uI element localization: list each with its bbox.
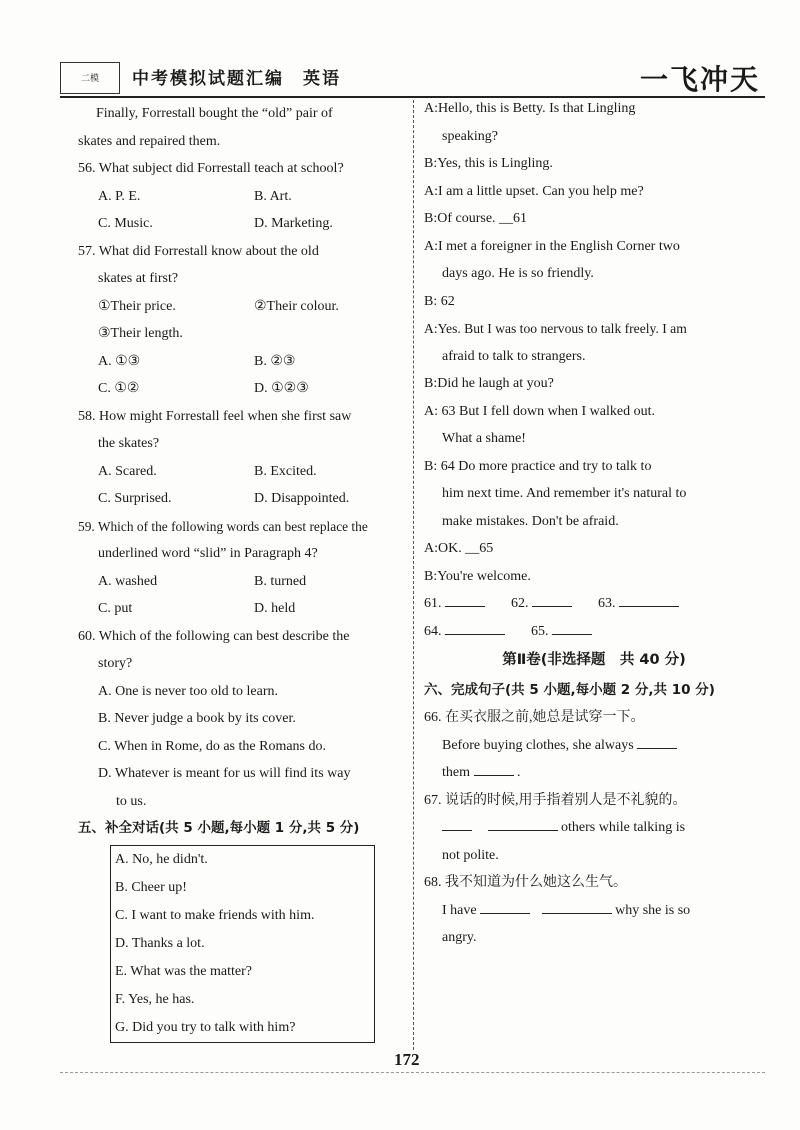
option: A. One is never too old to learn. [98,683,279,699]
option: B. Never judge a book by its cover. [98,711,296,726]
option: C. When in Rome, do as the Romans do. [98,738,326,754]
option-row [78,568,410,596]
option: B. ②③ [254,353,296,369]
question-60 [78,623,410,816]
question-56 [78,155,410,238]
passage-line: skates and repaired them. [78,133,221,149]
box-option: B. Cheer up! [115,879,187,895]
page-number: 172 [394,1050,420,1069]
question-58 [78,403,410,513]
fill-blank[interactable] [542,897,612,914]
sub-option: ②Their colour. [254,298,339,314]
item-68 [424,869,764,952]
dialogue-line: B: 64 Do more practice and try to talk to [424,458,652,474]
answer-blank-62[interactable]: 62. [511,590,572,618]
box-option: C. I want to make friends with him. [115,907,315,923]
box-option: E. What was the matter? [115,963,252,979]
chinese-prompt: 66. 在买衣服之前,她总是试穿一下。 [424,710,645,725]
dialogue-line: speaking? [442,128,498,144]
english-line: Before buying clothes, she always [424,732,764,760]
question-stem: skates at first? [98,271,179,286]
fill-blank[interactable] [480,897,530,914]
option: D. held [254,601,296,616]
option: C. put [98,601,133,616]
english-line: angry. [442,930,477,945]
left-column [78,100,410,1045]
option: D. Marketing. [254,216,333,231]
fill-blank[interactable] [474,759,514,776]
answer-blank-63[interactable]: 63. [598,590,679,618]
part-heading: 第Ⅱ卷(非选择题 共 40 分) [502,652,686,668]
dialogue-line: B:Of course. __61 [424,211,528,226]
dialogue-line: A:I met a foreigner in the English Corner two [424,238,680,254]
answer-blank-64[interactable]: 64. [424,618,505,646]
header-brand: 一飞冲天 [639,63,760,96]
dialogue-option-box [110,845,375,1043]
dialogue-line: afraid to talk to strangers. [442,348,586,364]
sub-option-row [78,293,410,321]
right-column [424,95,764,952]
dialogue-line: What a shame! [442,431,526,446]
english-line: I have why she is so [424,897,764,925]
option: C. Surprised. [98,491,172,506]
option-row [78,485,410,513]
dialogue-line: make mistakes. Don't be afraid. [442,513,619,529]
question-stem: story? [98,656,133,671]
header-title: 中考模拟试题汇编 英语 [132,69,341,89]
question-stem: 60. Which of the following can best describe the [78,628,350,644]
page-header [60,58,760,98]
english-line: not polite. [442,847,499,863]
option-row [78,375,410,403]
box-option: G. Did you try to talk with him? [115,1019,296,1035]
option: B. turned [254,573,307,589]
dialogue-line: A:Yes. But I was too nervous to talk freely. I am [424,321,687,336]
box-option: F. Yes, he has. [115,991,195,1007]
option-row [78,458,410,486]
fill-blank[interactable] [442,814,472,831]
dialogue-line: him next time. And remember it's natural to [442,486,687,501]
option: D. Whatever is meant for us will find its way [98,766,351,781]
option: to us. [116,793,147,809]
sub-option: ③Their length. [98,326,183,341]
option: C. Music. [98,216,153,231]
english-line: others while talking is [424,814,764,842]
sub-option-row [78,320,410,348]
question-stem: 56. What subject did Forrestall teach at school? [78,161,344,176]
chinese-prompt: 68. 我不知道为什么她这么生气。 [424,875,627,890]
sub-option: ①Their price. [98,298,176,314]
question-59 [78,513,410,623]
fill-blank[interactable] [488,814,558,831]
dialogue-line: A:Hello, this is Betty. Is that Lingling [424,101,636,116]
header-logo: 二模 [60,62,120,94]
dialogue-line: B:Did he laugh at you? [424,376,554,391]
english-line: them . [424,759,764,787]
question-57 [78,238,410,403]
question-stem: underlined word “slid” in Paragraph 4? [98,546,318,561]
answer-blank-65[interactable]: 65. [531,618,592,646]
option-row [78,210,410,238]
option: C. ①② [98,381,140,396]
item-66 [424,704,764,787]
question-stem: 59. Which of the following words can best replace the [78,518,368,534]
item-67 [424,787,764,870]
fill-blank[interactable] [637,732,677,749]
option: A. ①③ [98,353,141,369]
option: D. ①②③ [254,381,309,396]
box-option: D. Thanks a lot. [115,935,205,951]
option: A. washed [98,573,158,589]
dialogue-line: B: 62 [424,293,455,309]
question-stem: 58. How might Forrestall feel when she first saw [78,408,352,424]
dialogue-line: A: 63 But I fell down when I walked out. [424,403,655,419]
dialogue-line: B:Yes, this is Lingling. [424,156,553,171]
box-option: A. No, he didn't. [115,851,208,867]
question-stem: the skates? [98,436,160,451]
question-stem: 57. What did Forrestall know about the old [78,243,319,259]
bottom-rule [60,1072,765,1073]
option: D. Disappointed. [254,491,350,506]
answer-blank-61[interactable]: 61. [424,590,485,618]
column-divider [413,100,414,1050]
passage-line: Finally, Forrestall bought the “old” pair of [96,106,333,121]
option: B. Excited. [254,463,317,479]
chinese-prompt: 67. 说话的时候,用手指着别人是不礼貌的。 [424,792,687,808]
dialogue-line: A:I am a little upset. Can you help me? [424,183,644,199]
dialogue-line: A:OK. __65 [424,541,494,556]
answer-blanks-row [424,618,764,646]
section-heading: 六、完成句子(共 5 小题,每小题 2 分,共 10 分) [424,681,715,698]
option-row [78,183,410,211]
option-row [78,348,410,376]
dialogue-line: days ago. He is so friendly. [442,266,594,281]
option: A. P. E. [98,188,141,204]
section-heading: 五、补全对话(共 5 小题,每小题 1 分,共 5 分) [78,820,360,836]
dialogue-line: B:You're welcome. [424,568,531,584]
option: A. Scared. [98,463,157,479]
answer-blanks-row [424,590,764,618]
option-row [78,595,410,623]
option: B. Art. [254,188,292,204]
